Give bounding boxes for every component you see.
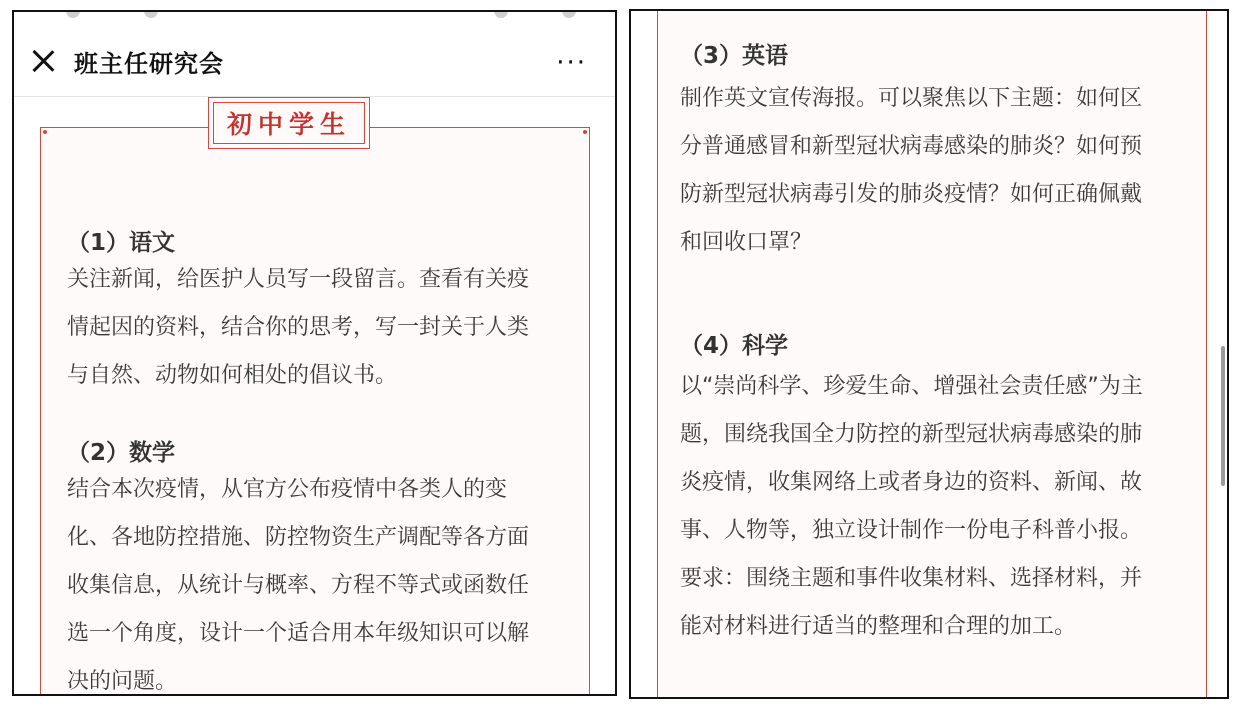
text-line: 以“崇尚科学、珍爱生命、增强社会责任感”为主: [680, 374, 1143, 399]
text-line: 防新型冠状病毒引发的肺炎疫情？如何正确佩戴: [680, 182, 1143, 207]
section-body-math: [67, 466, 529, 696]
text-line: 炎疫情，收集网络上或者身边的资料、新闻、故: [680, 470, 1143, 495]
text-line: 事、人物等，独立设计制作一份电子科普小报。: [680, 518, 1143, 543]
text-line: 与自然、动物如何相处的倡议书。: [67, 363, 398, 388]
section-heading-science: （4）科学: [680, 333, 789, 359]
more-options-icon[interactable]: ···: [556, 48, 587, 78]
section-heading-math: （2）数学: [67, 440, 176, 466]
text-line: 化、各地防控措施、防控物资生产调配等各方面: [67, 525, 530, 550]
text-line: 题，围绕我国全力防控的新型冠状病毒感染的肺: [680, 422, 1143, 447]
section-heading-chinese: （1）语文: [67, 230, 176, 256]
scrollbar-thumb[interactable]: [1221, 346, 1225, 486]
right-screenshot-panel: [629, 9, 1229, 699]
section-title-badge: [208, 97, 370, 149]
status-bar-remnant: [14, 12, 615, 28]
text-line: 选一个角度，设计一个适合用本年级知识可以解: [67, 621, 530, 646]
text-line: 收集信息，从统计与概率、方程不等式或函数任: [67, 573, 530, 598]
text-line: 制作英文宣传海报。可以聚焦以下主题：如何区: [680, 86, 1143, 111]
top-nav-bar: [14, 36, 615, 98]
article-card-continued: [657, 9, 1207, 699]
close-icon[interactable]: [28, 46, 58, 76]
section-heading-english: （3）英语: [680, 43, 789, 69]
text-line: 情起因的资料，结合你的思考，写一封关于人类: [67, 315, 530, 340]
article-card: [40, 127, 590, 696]
text-line: 决的问题。: [67, 669, 178, 694]
text-line: 能对材料进行适当的整理和合理的加工。: [680, 614, 1077, 639]
text-line: 要求：围绕主题和事件收集材料、选择材料，并: [680, 566, 1143, 591]
section-body-chinese: [67, 256, 529, 400]
left-screenshot-panel: [12, 10, 617, 696]
text-line: 结合本次疫情，从官方公布疫情中各类人的变: [67, 477, 508, 502]
section-body-english: [680, 75, 1142, 267]
text-line: 分普通感冒和新型冠状病毒感染的肺炎？如何预: [680, 134, 1143, 159]
badge-title: 初中学生: [226, 110, 351, 139]
text-line: 关注新闻，给医护人员写一段留言。查看有关疫: [67, 267, 530, 292]
section-body-science: [680, 363, 1143, 651]
text-line: 和回收口罩？: [680, 230, 813, 255]
page-title: 班主任研究会: [74, 50, 224, 78]
